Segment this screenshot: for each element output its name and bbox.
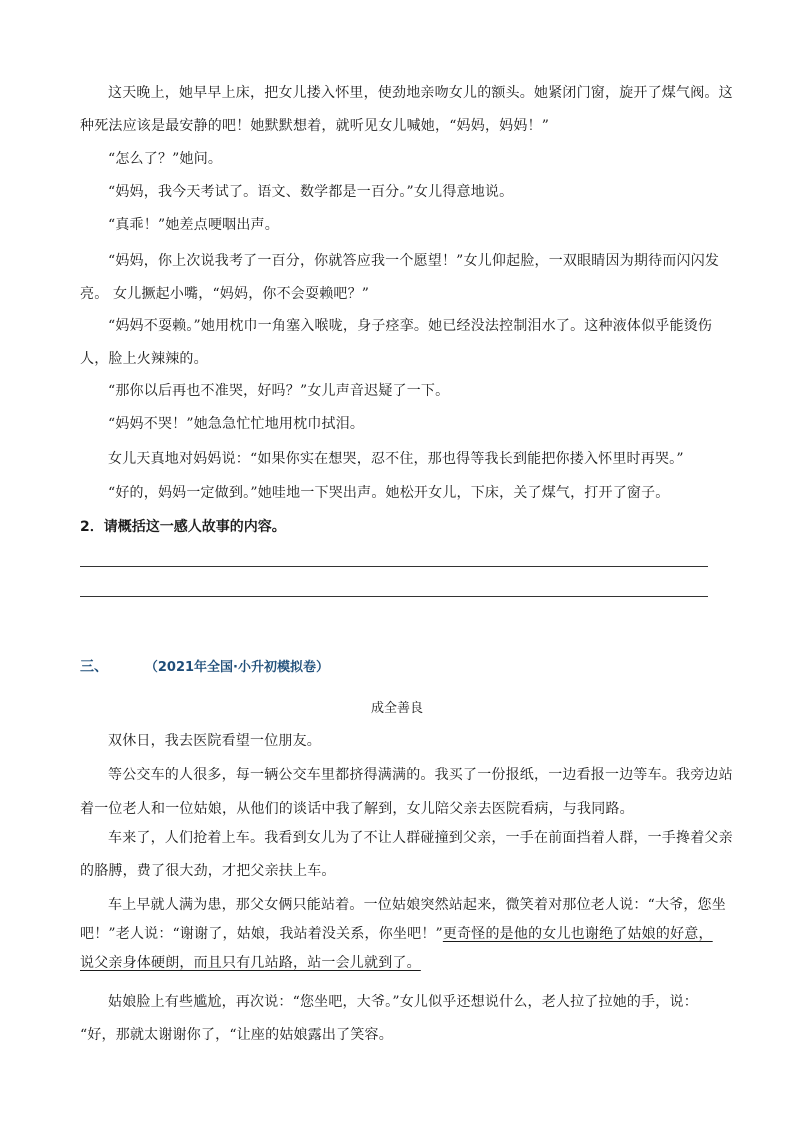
paragraph: “妈妈，我今天考试了。语文、数学都是一百分。”女儿得意地说。 (108, 184, 514, 200)
section-number: 三、 (80, 659, 108, 675)
story-title: 成全善良 (370, 701, 423, 716)
paragraph (80, 84, 733, 135)
text-line: 种死法应该是最安静的吧！她默默想着，就听见女儿喊她，“妈妈，妈妈！” (80, 118, 550, 134)
section-source: （2021年全国·小升初模拟卷） (144, 660, 329, 675)
text-line: 车上早就人满为患，那父女俩只能站着。一位姑娘突然站起来，微笑着对那位老人说：“大爷，您坐 (108, 897, 726, 913)
paragraph: “那你以后再也不准哭，好吗？”女儿声音迟疑了一下。 (108, 383, 450, 399)
paragraph (80, 993, 720, 1044)
paragraph: 双休日，我去医院看望一位朋友。 (108, 733, 321, 749)
text-line: “妈妈，你上次说我考了一百分，你就答应我一个愿望！”女儿仰起脸，一双眼睛因为期待而闪闪发 (108, 253, 720, 269)
text-line: 着一位老人和一位姑娘，从他们的谈话中我了解到，女儿陪父亲去医院看病，与我同路。 (80, 801, 634, 817)
paragraph: “怎么了？”她问。 (108, 151, 223, 167)
section-heading (80, 656, 329, 676)
paragraph (80, 766, 733, 818)
underlined-text: 更奇怪的是他的女儿也谢绝了姑娘的好意， (442, 926, 713, 942)
text-line: 姑娘脸上有些尴尬，再次说：“您坐吧，大爷。”女儿似乎还想说什么，老人拉了拉她的手，说： (108, 994, 698, 1010)
paragraph: “妈妈不哭！”她急急忙忙地用枕巾拭泪。 (108, 416, 365, 432)
text-line: 亮。 女儿撅起小嘴，“妈妈，你不会耍赖吧？” (80, 286, 370, 302)
answer-line[interactable] (80, 596, 708, 597)
paragraph: “好的，妈妈一定做到。”她哇地一下哭出声。她松开女儿，下床，关了煤气，打开了窗子。 (108, 485, 670, 501)
paragraph (80, 252, 720, 303)
text-line: “好，那就太谢谢你了，“让座的姑娘露出了笑容。 (80, 1027, 393, 1043)
text-line: 车来了，人们抢着上车。我看到女儿为了不让人群碰撞到父亲，一手在前面挡着人群，一手搀着父亲 (108, 830, 733, 846)
text-line (80, 925, 720, 943)
paragraph (80, 829, 733, 880)
text-line: 人，脸上火辣辣的。 (80, 351, 208, 367)
text-line: 这天晚上，她早早上床，把女儿搂入怀里，使劲地亲吻女儿的额头。她紧闭门窗，旋开了煤气阀。这 (108, 85, 733, 101)
paragraph (80, 896, 726, 972)
underlined-text: 说父亲身体硬朗，而且只有几站路，站一会儿就到了。 (80, 955, 421, 971)
paragraph: “真乖！”她差点哽咽出声。 (108, 217, 279, 233)
question-title: 2．请概括这一感人故事的内容。 (80, 519, 286, 535)
text-line: 等公交车的人很多，每一辆公交车里都挤得满满的。我买了一份报纸，一边看报一边等车。我旁边站 (108, 767, 733, 783)
text-run: 吧！”老人说：“谢谢了，姑娘，我站着没关系，你坐吧！” (80, 926, 443, 942)
paragraph: 女儿天真地对妈妈说：“如果你实在想哭，忍不住，那也得等我长到能把你搂入怀里时再哭。” (108, 451, 684, 467)
answer-line[interactable] (80, 566, 708, 567)
text-line: “妈妈不耍赖。”她用枕巾一角塞入喉咙，身子痉挛。她已经没法控制泪水了。这种液体似乎能烫伤 (108, 318, 713, 334)
paragraph (80, 317, 720, 368)
text-line: 的胳膊，费了很大劲，才把父亲扶上车。 (80, 863, 336, 879)
